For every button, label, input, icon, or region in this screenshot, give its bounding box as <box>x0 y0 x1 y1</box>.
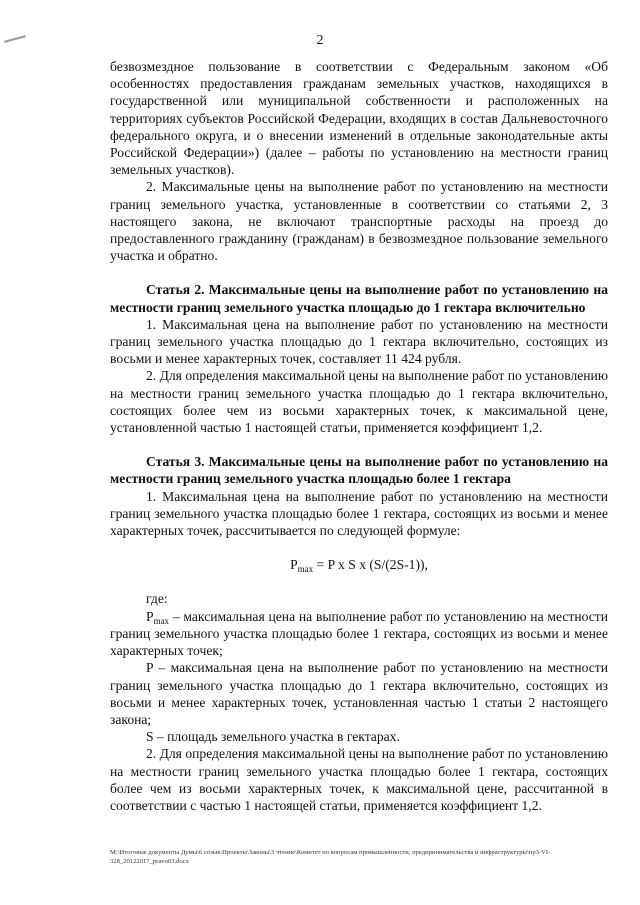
article-3-heading: Статья 3. Максимальные цены на выполнение работ по установлению на местности границ земельного участка площадью более 1 гектара <box>110 454 608 487</box>
paragraph-item-2: 2. Максимальные цены на выполнение работ по установлению на местности границ земельного участка, установленные в соответствии со статьями 2, 3 настоящего закона, не включают транспортные расходы на проезд до предоставленного гражданину (гражданам) в безвозмездное пользование земельного участка и обратно. <box>110 179 608 264</box>
paragraph-continuation: безвозмездное пользование в соответствии с Федеральным законом «Об особенностях предоставления гражданам земельных участков, находящихся в государственной или муниципальной собственности и расположенных на территориях субъектов Российской Федерации, входящих в состав Дальневосточного федерального округа, и о внесении изменений в отдельные законодательные акты Российской Федерации») (далее – работы по установлению на местности границ земельных участков). <box>110 59 608 178</box>
definition-s: S – площадь земельного участка в гектарах. <box>146 729 400 745</box>
article-3-paragraph-2: 2. Для определения максимальной цены на выполнение работ по установлению на местности границ земельного участка площадью более 1 гектара, состоящих более чем из восьми характерных точек, к максимальной цене, рассчитанной в соответствии с частью 1 настоящей статьи, применяется коэффициент 1,2. <box>110 746 608 813</box>
pmax-text: – максимальная цена на выполнение работ по установлению на местности границ земельного участка площадью более 1 гектара, состоящих из восьми и менее характерных точек; <box>110 608 608 659</box>
page-number: 2 <box>316 33 324 48</box>
document-body <box>110 58 608 814</box>
formula-rhs: = P x S x (S/(2S-1)), <box>313 557 428 573</box>
definition-p: P – максимальная цена на выполнение работ по установлению на местности границ земельного участка площадью до 1 гектара включительно, состоящих из восьми и менее характерных точек, установленная частью 1 статьи 2 настоящего закона; <box>110 660 608 727</box>
file-path-footer: M:\Итоговые документы Думы\6 созыв\Проекты\Законы\3 чтение\Комитет по вопросам промышленности, предпринимательства и инфраструктуры\пр3-VI-328_20122017_pravo03.docx <box>110 849 551 865</box>
price-formula <box>110 556 608 573</box>
article-2-paragraph-1: 1. Максимальная цена на выполнение работ по установлению на местности границ земельного участка площадью до 1 гектара включительно, состоящих из восьми и менее характерных точек, составляет 11 424 рубля. <box>110 316 608 367</box>
article-3-paragraph-1: 1. Максимальная цена на выполнение работ по установлению на местности границ земельного участка площадью более 1 гектара, состоящих из восьми и менее характерных точек, рассчитывается по следующей формуле: <box>110 488 608 539</box>
formula-lhs: P <box>290 557 298 573</box>
definition-pmax <box>110 608 608 660</box>
article-2-paragraph-2: 2. Для определения максимальной цены на выполнение работ по установлению на местности границ земельного участка площадью до 1 гектара включительно, состоящих более чем из восьми характерных точек, к максимальной цене, установленной частью 1 настоящей статьи, применяется коэффициент 1,2. <box>110 368 608 436</box>
article-2-heading: Статья 2. Максимальные цены на выполнение работ по установлению на местности границ земельного участка площадью до 1 гектара включительно <box>110 282 608 315</box>
pmax-symbol: P <box>146 608 154 624</box>
formula-lhs-subscript: max <box>297 564 314 575</box>
where-label: где: <box>146 591 168 607</box>
pmax-subscript: max <box>153 615 170 626</box>
